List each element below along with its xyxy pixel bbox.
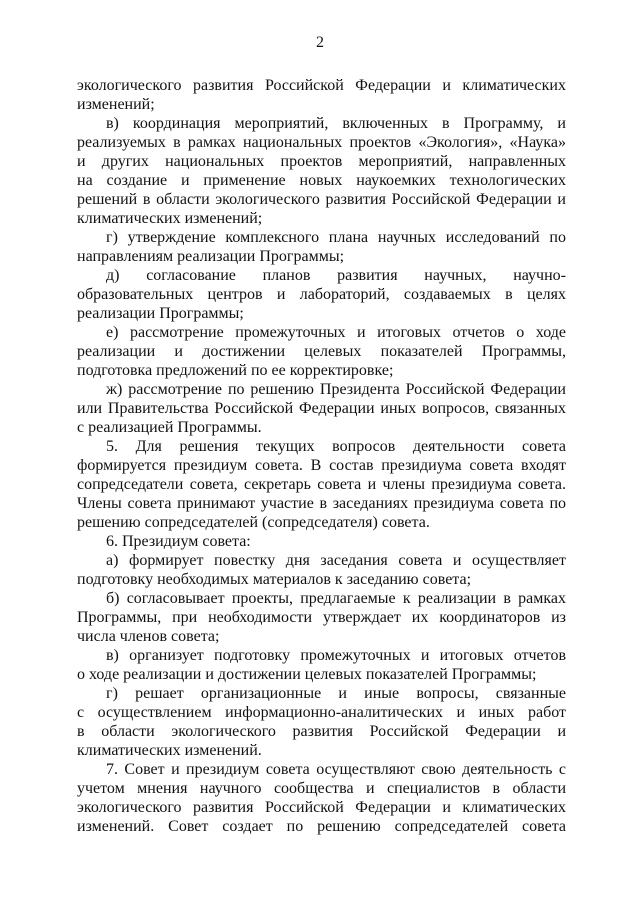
text-line: сопредседатели совета, секретарь совета и члены президиума совета. xyxy=(77,476,566,493)
document-body xyxy=(77,76,566,836)
text-line: д) согласование планов развития научных, научно- xyxy=(106,267,566,284)
text-line: с реализацией Программы. xyxy=(77,419,262,436)
text-line: о ходе реализации и достижении целевых показателей Программы; xyxy=(77,666,537,683)
text-line: с осуществлением информационно-аналитических и иных работ xyxy=(77,704,566,721)
text-line: в области экологического развития Российской Федерации и xyxy=(77,723,566,740)
text-line: реализуемых в рамках национальных проектов «Экология», «Наука» xyxy=(77,134,566,151)
text-line: решений в области экологического развития Российской Федерации и xyxy=(77,191,566,208)
text-line: в) координация мероприятий, включенных в Программу, и xyxy=(106,115,566,132)
text-line: е) рассмотрение промежуточных и итоговых отчетов о ходе xyxy=(106,324,566,341)
text-line: 5. Для решения текущих вопросов деятельности совета xyxy=(106,438,566,455)
text-line: реализации Программы; xyxy=(77,305,244,322)
text-line: подготовка предложений по ее корректировке; xyxy=(77,362,394,379)
text-line: учетом мнения научного сообщества и специалистов в области xyxy=(77,780,566,797)
text-line: Члены совета принимают участие в заседаниях президиума совета по xyxy=(77,495,566,512)
text-line: г) решает организационные и иные вопросы, связанные xyxy=(106,685,566,702)
text-line: формируется президиум совета. В состав президиума совета входят xyxy=(77,457,566,474)
text-line: экологического развития Российской Федерации и климатических xyxy=(77,77,566,94)
text-line: и других национальных проектов мероприятий, направленных xyxy=(77,153,566,170)
page-number: 2 xyxy=(316,34,324,51)
text-line: подготовку необходимых материалов к заседанию совета; xyxy=(77,571,472,588)
text-line: 6. Президиум совета: xyxy=(106,533,251,550)
text-line: ж) рассмотрение по решению Президента Российской Федерации xyxy=(106,381,566,398)
text-line: изменений; xyxy=(77,96,155,113)
text-line: г) утверждение комплексного плана научных исследований по xyxy=(106,229,566,246)
text-line: реализации и достижении целевых показателей Программы, xyxy=(77,343,566,360)
text-line: изменений. Совет создает по решению сопредседателей совета xyxy=(77,818,566,835)
text-line: климатических изменений; xyxy=(77,210,263,227)
text-line: 7. Совет и президиум совета осуществляют свою деятельность с xyxy=(106,761,566,778)
text-line: решению сопредседателей (сопредседателя) совета. xyxy=(77,514,430,531)
text-line: на создание и применение новых наукоемких технологических xyxy=(77,172,566,189)
text-line: направлениям реализации Программы; xyxy=(77,248,345,265)
text-line: в) организует подготовку промежуточных и итоговых отчетов xyxy=(106,647,566,664)
text-line: образовательных центров и лабораторий, создаваемых в целях xyxy=(77,286,566,303)
text-line: числа членов совета; xyxy=(77,628,220,645)
text-line: а) формирует повестку дня заседания совета и осуществляет xyxy=(106,552,566,569)
text-line: б) согласовывает проекты, предлагаемые к реализации в рамках xyxy=(106,590,566,607)
text-line: экологического развития Российской Федерации и климатических xyxy=(77,799,566,816)
text-line: климатических изменений. xyxy=(77,742,262,759)
text-line: Программы, при необходимости утверждает их координаторов из xyxy=(77,609,566,626)
text-line: или Правительства Российской Федерации иных вопросов, связанных xyxy=(77,400,566,417)
